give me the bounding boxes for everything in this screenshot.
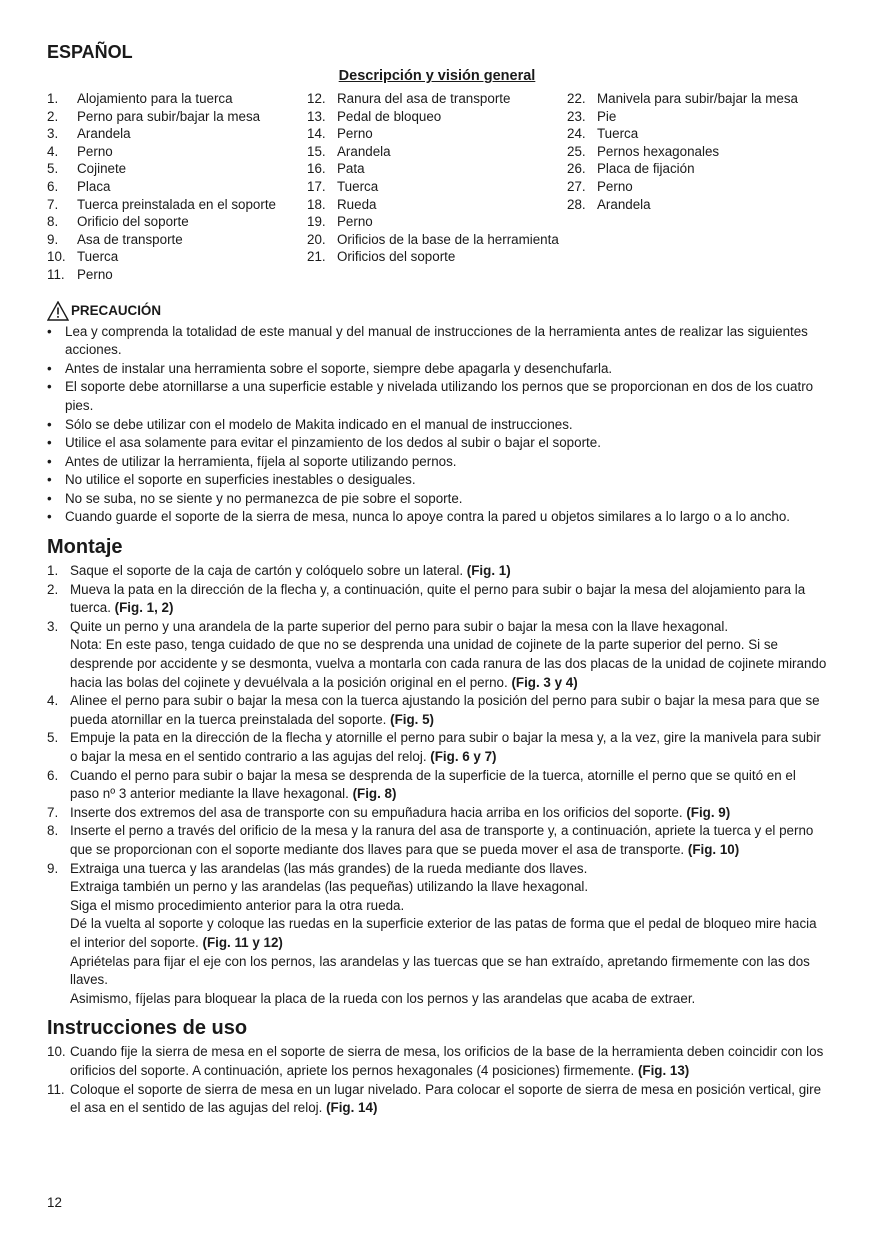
step-text: Inserte dos extremos del asa de transporte con su empuñadura hacia arriba en los orificios del soporte. (70, 804, 687, 820)
step-item (47, 729, 827, 766)
part-label: Perno (597, 178, 633, 194)
step-text: Coloque el soporte de sierra de mesa en un lugar nivelado. Para colocar el soporte de sierra de mesa en posición vertical, gire el asa en el sentido de las agujas del reloj. (70, 1081, 822, 1116)
part-number: 10. (47, 249, 66, 265)
step-text: Inserte el perno a través del orificio de la mesa y la ranura del asa de transporte y, a continuación, apriete la tuerca y el perno que se proporcionan con el soporte mediante dos llaves para que se pueda mover el asa de transporte. (70, 823, 814, 857)
montaje-heading: Montaje (47, 536, 123, 559)
part-item (567, 160, 827, 178)
step-text: Mueva la pata en la dirección de la flecha y, a continuación, quite el perno para subir o bajar la mesa del alojamiento para la tuerca. (70, 581, 806, 616)
step-item (47, 1081, 827, 1118)
bullet: • (47, 509, 52, 525)
step-line (70, 1043, 827, 1080)
part-item (307, 143, 567, 161)
caution-text: Cuando guarde el soporte de la sierra de mesa, nunca lo apoye contra la pared u objetos similares a lo largo o a lo ancho. (65, 509, 791, 525)
step-line (70, 953, 827, 990)
step-text: Alinee el perno para subir o bajar la mesa con la tuerca ajustando la posición del perno para subir o bajar la mesa para que se pueda atornillar en la tuerca preinstalada del soporte. (70, 693, 820, 727)
step-line (70, 878, 827, 897)
step-line (70, 822, 827, 859)
figure-ref: (Fig. 14) (326, 1100, 378, 1116)
part-label: Orificios de la base de la herramienta (337, 231, 559, 247)
caution-item (47, 453, 827, 472)
figure-ref: (Fig. 10) (687, 841, 740, 857)
caution-item (47, 490, 827, 509)
bullet: • (47, 435, 52, 451)
step-text: Cuando fije la sierra de mesa en el soporte de sierra de mesa, los orificios de la base de la herramienta deben coincidir con los orificios del soporte. A continuación, apriete los pernos hexagonales (4 posiciones) firmemente. (70, 1044, 824, 1078)
step-body (70, 692, 827, 729)
caution-text: Lea y comprenda la totalidad de este manual y del manual de instrucciones de la herramienta antes de realizar las siguientes acciones. (65, 323, 808, 358)
part-item (307, 108, 567, 126)
parts-list (47, 90, 827, 284)
step-number: 10. (47, 1044, 66, 1060)
bullet: • (47, 453, 52, 469)
step-line (70, 636, 827, 692)
part-label: Arandela (337, 143, 391, 159)
part-number: 6. (47, 178, 59, 194)
parts-column-3 (567, 90, 827, 284)
part-number: 5. (47, 161, 59, 177)
part-number: 11. (47, 266, 65, 282)
caution-text: Antes de utilizar la herramienta, fíjela al soporte utilizando pernos. (65, 453, 457, 469)
part-number: 1. (47, 91, 59, 106)
part-label: Pata (337, 161, 365, 177)
step-text: Cuando el perno para subir o bajar la mesa se desprenda de la superficie de la tuerca, atornille el perno que se quitó en el paso nº 3 anterior mediante la llave hexagonal. (70, 767, 796, 802)
part-item (47, 213, 307, 231)
step-text: Extraiga una tuerca y las arandelas (las más grandes) de la rueda mediante dos llaves. (70, 860, 588, 876)
parts-column-1 (47, 90, 307, 284)
part-number: 9. (47, 231, 59, 247)
figure-ref: (Fig. 5) (390, 711, 434, 727)
part-label: Tuerca (77, 249, 119, 265)
part-item (307, 248, 567, 266)
part-item (47, 248, 307, 266)
step-line (70, 897, 827, 916)
step-body (70, 822, 827, 859)
caution-text: No se suba, no se siente y no permanezca de pie sobre el soporte. (65, 490, 463, 506)
step-item (47, 1043, 827, 1080)
part-label: Perno (77, 143, 113, 159)
uso-heading: Instrucciones de uso (47, 1017, 248, 1040)
part-item (307, 196, 567, 214)
step-line (70, 692, 827, 729)
part-label: Placa de fijación (597, 161, 695, 177)
part-number: 16. (307, 161, 326, 177)
step-number: 9. (47, 860, 59, 876)
part-label: Rueda (337, 196, 377, 212)
figure-ref: (Fig. 1, 2) (114, 600, 174, 616)
part-number: 24. (567, 126, 586, 142)
part-label: Arandela (597, 196, 651, 212)
step-body (70, 562, 827, 581)
part-number: 18. (307, 196, 326, 212)
caution-item (47, 378, 827, 415)
step-body (70, 618, 827, 692)
part-item (307, 125, 567, 143)
warning-triangle-icon (47, 301, 69, 321)
part-label: Manivela para subir/bajar la mesa (597, 91, 798, 106)
part-item (567, 178, 827, 196)
step-body (70, 1043, 827, 1080)
part-number: 8. (47, 214, 59, 230)
figure-ref: (Fig. 1) (466, 563, 511, 579)
part-number: 20. (307, 231, 326, 247)
language-heading: ESPAÑOL (47, 42, 133, 62)
part-label: Placa (77, 178, 111, 194)
part-label: Tuerca preinstalada en el soporte (77, 196, 276, 212)
uso-steps (47, 1043, 827, 1117)
caution-item (47, 416, 827, 435)
part-label: Pie (597, 108, 617, 124)
step-number: 11. (47, 1081, 65, 1097)
step-body (70, 1081, 827, 1118)
step-line (70, 860, 827, 879)
part-item (47, 231, 307, 249)
bullet: • (47, 323, 52, 339)
step-line (70, 618, 827, 637)
part-label: Perno para subir/bajar la mesa (77, 108, 261, 124)
caution-text: El soporte debe atornillarse a una superficie estable y nivelada utilizando los pernos que se proporcionan en dos de los cuatro pies. (65, 379, 814, 413)
step-number: 5. (47, 730, 59, 746)
figure-ref: (Fig. 9) (686, 804, 731, 820)
figure-ref: (Fig. 3 y 4) (511, 674, 578, 690)
figure-ref: (Fig. 11 y 12) (202, 934, 283, 950)
part-label: Perno (337, 126, 373, 142)
part-number: 7. (47, 196, 59, 212)
caution-list (47, 323, 827, 528)
step-line (70, 990, 827, 1009)
part-number: 12. (307, 91, 326, 106)
bullet: • (47, 416, 52, 432)
step-line (70, 729, 827, 766)
step-item (47, 581, 827, 618)
part-number: 21. (307, 249, 326, 265)
part-item (47, 160, 307, 178)
part-item (47, 178, 307, 196)
step-text: Nota: En este paso, tenga cuidado de que no se desprenda una unidad de cojinete de la parte superior del perno. Si se desprende por accidente y se desmonta, vuelva a montarla con cada ranura de las dos placas de la unidad de cojinete mirando hacia las bolas del cojinete y devuélvala a la posición original en el perno. (70, 637, 827, 690)
part-item (567, 108, 827, 126)
part-label: Arandela (77, 126, 131, 142)
part-number: 4. (47, 143, 59, 159)
part-item (307, 178, 567, 196)
part-number: 15. (307, 143, 326, 159)
part-item (47, 108, 307, 126)
manual-page (47, 40, 827, 1118)
part-item (567, 125, 827, 143)
part-label: Tuerca (597, 126, 639, 142)
step-line (70, 915, 827, 952)
step-number: 8. (47, 823, 59, 839)
step-item (47, 860, 827, 1009)
caution-text: Antes de instalar una herramienta sobre el soporte, siempre debe apagarla y desenchufarla. (65, 360, 613, 376)
step-item (47, 822, 827, 859)
step-number: 2. (47, 581, 59, 597)
page-number: 12 (47, 1195, 62, 1210)
step-line (70, 804, 827, 823)
step-item (47, 562, 827, 581)
figure-ref: (Fig. 13) (637, 1062, 690, 1078)
part-number: 19. (307, 214, 326, 230)
part-item (47, 196, 307, 214)
part-label: Perno (77, 266, 113, 282)
part-item (47, 266, 307, 284)
part-number: 25. (567, 143, 586, 159)
caution-title: PRECAUCIÓN (71, 303, 162, 319)
part-label: Ranura del asa de transporte (337, 91, 511, 106)
caution-text: No utilice el soporte en superficies inestables o desiguales. (65, 472, 416, 488)
part-label: Orificio del soporte (77, 214, 189, 230)
part-number: 28. (567, 196, 586, 212)
caution-heading (47, 301, 827, 321)
caution-item (47, 471, 827, 490)
step-body (70, 804, 827, 823)
caution-item (47, 434, 827, 453)
bullet: • (47, 472, 52, 488)
part-number: 17. (307, 178, 326, 194)
part-number: 23. (567, 108, 586, 124)
part-number: 13. (307, 108, 326, 124)
part-label: Cojinete (77, 161, 127, 177)
part-number: 14. (307, 126, 326, 142)
part-label: Pernos hexagonales (597, 143, 720, 159)
step-body (70, 860, 827, 1009)
step-body (70, 729, 827, 766)
part-item (47, 125, 307, 143)
caution-text: Sólo se debe utilizar con el modelo de Makita indicado en el manual de instrucciones. (65, 416, 573, 432)
part-item (567, 143, 827, 161)
part-label: Perno (337, 214, 373, 230)
part-number: 2. (47, 108, 59, 124)
part-item (567, 90, 827, 108)
step-number: 4. (47, 693, 59, 709)
part-item (307, 160, 567, 178)
figure-ref: (Fig. 6 y 7) (430, 749, 497, 764)
step-text: Dé la vuelta al soporte y coloque las ruedas en la superficie exterior de las patas de forma que el pedal de bloqueo mire hacia el interior del soporte. (70, 916, 817, 950)
step-item (47, 618, 827, 692)
section-title: Descripción y visión general (338, 68, 536, 84)
part-label: Orificios del soporte (337, 249, 456, 265)
step-text: Saque el soporte de la caja de cartón y colóquelo sobre un lateral. (70, 563, 467, 579)
step-number: 1. (47, 563, 59, 579)
step-text: Extraiga también un perno y las arandelas (las pequeñas) utilizando la llave hexagonal. (70, 879, 589, 895)
step-text: Asimismo, fíjelas para bloquear la placa de la rueda con los pernos y las arandelas que acaba de extraer. (70, 990, 696, 1006)
bullet: • (47, 379, 52, 395)
step-body (70, 767, 827, 804)
part-item (307, 231, 567, 249)
part-item (307, 90, 567, 108)
step-item (47, 804, 827, 823)
step-item (47, 767, 827, 804)
step-number: 7. (47, 804, 59, 820)
step-number: 6. (47, 767, 59, 783)
step-text: Quite un perno y una arandela de la parte superior del perno para subir o bajar la mesa con la llave hexagonal. (70, 618, 729, 634)
part-number: 3. (47, 126, 59, 142)
part-label: Pedal de bloqueo (337, 108, 442, 124)
bullet: • (47, 490, 52, 506)
step-line (70, 1081, 827, 1118)
part-label: Asa de transporte (77, 231, 183, 247)
step-body (70, 581, 827, 618)
part-item (47, 143, 307, 161)
part-item (47, 90, 307, 108)
caution-item (47, 323, 827, 360)
caution-text: Utilice el asa solamente para evitar el pinzamiento de los dedos al subir o bajar el soporte. (65, 435, 601, 451)
step-line (70, 562, 827, 581)
part-label: Alojamiento para la tuerca (77, 91, 233, 106)
caution-item (47, 360, 827, 379)
step-text: Apriételas para fijar el eje con los pernos, las arandelas y las tuercas que se han extraído, apretando firmemente con las dos llaves. (70, 953, 810, 988)
step-number: 3. (47, 618, 59, 634)
step-item (47, 692, 827, 729)
part-item (307, 213, 567, 231)
parts-column-2 (307, 90, 567, 284)
part-number: 26. (567, 161, 586, 177)
part-label: Tuerca (337, 178, 379, 194)
step-line (70, 767, 827, 804)
caution-item (47, 508, 827, 527)
part-number: 22. (567, 91, 586, 106)
step-text: Empuje la pata en la dirección de la flecha y atornille el perno para subir o bajar la mesa y, a la vez, gire la manivela para subir o bajar la mesa en el sentido contrario a las agujas del reloj. (70, 730, 821, 764)
bullet: • (47, 360, 52, 376)
step-line (70, 581, 827, 618)
figure-ref: (Fig. 8) (352, 786, 397, 802)
part-number: 27. (567, 178, 586, 194)
step-text: Siga el mismo procedimiento anterior para la otra rueda. (70, 897, 405, 913)
part-item (567, 196, 827, 214)
montaje-steps (47, 562, 827, 1008)
